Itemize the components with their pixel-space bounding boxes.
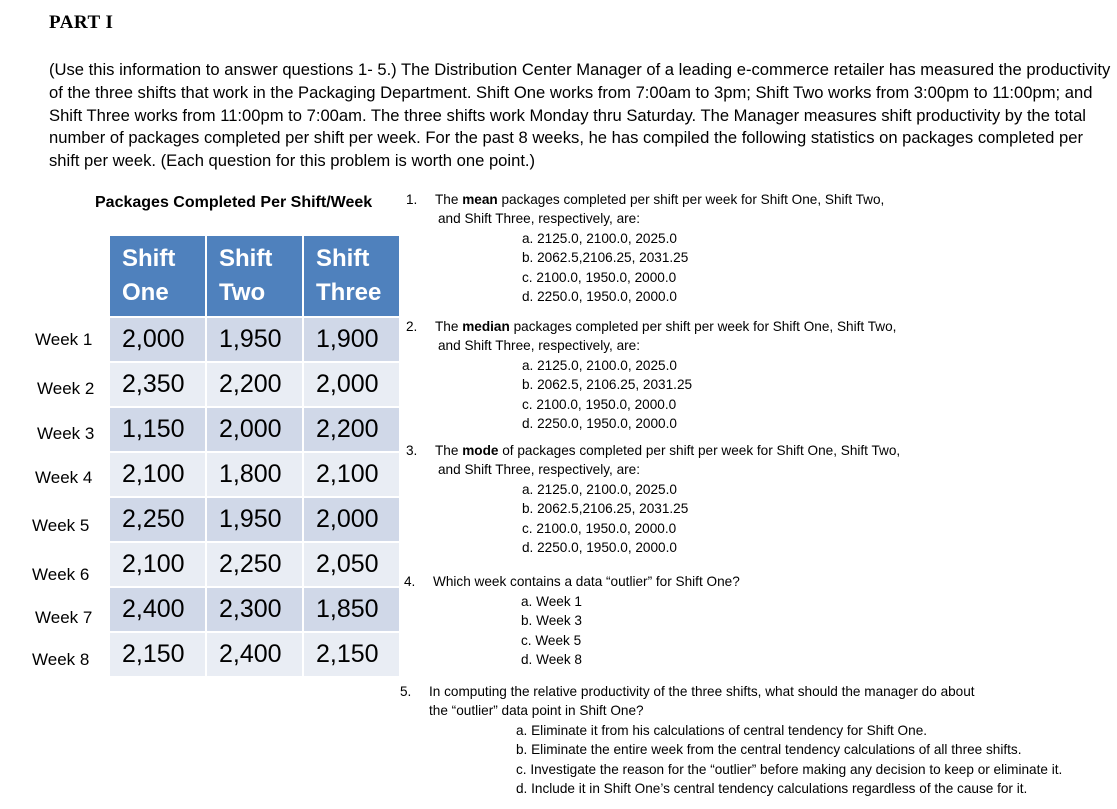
- option-b: b. Week 3: [521, 613, 582, 629]
- table-cell: 1,800: [206, 452, 303, 497]
- week-label: Week 6: [32, 565, 90, 584]
- table-cell: 2,250: [206, 542, 303, 587]
- table-row: [109, 317, 400, 362]
- option-b: b. 2062.5,2106.25, 2031.25: [522, 501, 689, 517]
- question-stem: In computing the relative productivity of the three shifts, what should the manager do about: [429, 684, 975, 699]
- question-stem: Which week contains a data “outlier” for Shift One?: [433, 574, 740, 589]
- table-cell: 2,400: [206, 632, 303, 677]
- option-d: d. 2250.0, 1950.0, 2000.0: [522, 289, 677, 305]
- option-a: a. Eliminate it from his calculations of central tendency for Shift One.: [516, 723, 928, 738]
- options-list: [521, 592, 582, 670]
- question-stem-post: packages completed per shift per week for Shift One, Shift Two,: [509, 319, 897, 334]
- question-number: 4.: [404, 574, 416, 589]
- option-b: b. 2062.5,2106.25, 2031.25: [522, 250, 689, 266]
- header-line1: Shift: [219, 245, 273, 272]
- options-list: [522, 356, 692, 434]
- table-cell: 1,150: [109, 407, 206, 452]
- table-cell: 2,050: [303, 542, 400, 587]
- table-row: [109, 587, 400, 632]
- question-number: 2.: [406, 319, 418, 334]
- option-c: c. 2100.0, 1950.0, 2000.0: [522, 396, 677, 412]
- table-row: [109, 497, 400, 542]
- table-cell: 1,850: [303, 587, 400, 632]
- header-shift-three: [303, 235, 400, 317]
- options-list: [516, 721, 1062, 799]
- header-shift-one: [109, 235, 206, 317]
- question-stem: [435, 190, 884, 209]
- question-stem-line2: and Shift Three, respectively, are:: [438, 462, 640, 477]
- table-cell: 2,000: [303, 497, 400, 542]
- part-heading: PART I: [49, 12, 114, 33]
- table-cell: 2,100: [109, 452, 206, 497]
- table-row: [109, 362, 400, 407]
- table-row: [109, 542, 400, 587]
- header-line1: Shift: [122, 245, 176, 272]
- table-cell: 2,300: [206, 587, 303, 632]
- option-d: d. 2250.0, 1950.0, 2000.0: [522, 540, 677, 556]
- options-list: [522, 480, 688, 558]
- table-cell: 2,000: [206, 407, 303, 452]
- table-cell: 2,150: [303, 632, 400, 677]
- table-header-row: [109, 235, 400, 317]
- table-cell: 2,200: [303, 407, 400, 452]
- question-stem-pre: The: [435, 319, 463, 334]
- table-cell: 1,950: [206, 497, 303, 542]
- table-cell: 2,100: [109, 542, 206, 587]
- table-title: Packages Completed Per Shift/Week: [95, 194, 373, 211]
- table-cell: 2,200: [206, 362, 303, 407]
- header-line2: One: [122, 279, 169, 306]
- question-stem-post: of packages completed per shift per week for Shift One, Shift Two,: [498, 443, 901, 458]
- question-stem-pre: The: [435, 192, 463, 207]
- option-a: a. 2125.0, 2100.0, 2025.0: [522, 358, 677, 373]
- option-c: c. 2100.0, 1950.0, 2000.0: [522, 520, 677, 536]
- table-row: [109, 452, 400, 497]
- question-stem-pre: The: [435, 443, 463, 458]
- option-d: d. Week 8: [521, 652, 582, 668]
- week-label: Week 2: [37, 379, 95, 398]
- question-keyword: median: [462, 319, 510, 334]
- week-label: Week 4: [35, 468, 93, 487]
- week-label: Week 1: [35, 330, 93, 349]
- header-line1: Shift: [316, 245, 370, 272]
- week-label: Week 7: [35, 608, 93, 627]
- header-shift-two: [206, 235, 303, 317]
- question-keyword: mean: [462, 192, 498, 207]
- header-line2: Three: [316, 279, 382, 306]
- intro-paragraph: (Use this information to answer questions 1- 5.) The Distribution Center Manager of a leading e-commerce retailer has measured the productivity of the three shifts that work in the Packaging Department. Shift One works from 7:00am to 3pm; Shift Two works from 3:00pm to 11:00pm; and Shift Three works from 11:00pm to 7:00am. The three shifts work Monday thru Saturday. The Manager measures shift productivity by the total number of packages completed per shift per week. For the past 8 weeks, he has compiled the following statistics on packages completed per shift per week. (Each question for this problem is worth one point.): [49, 60, 1111, 171]
- option-b: b. 2062.5, 2106.25, 2031.25: [522, 377, 693, 393]
- table-cell: 1,950: [206, 317, 303, 362]
- question-stem: [435, 441, 900, 460]
- packages-table: [108, 234, 401, 678]
- option-a: a. 2125.0, 2100.0, 2025.0: [522, 482, 677, 497]
- option-a: a. 2125.0, 2100.0, 2025.0: [522, 231, 677, 246]
- option-c: c. Week 5: [521, 632, 582, 648]
- table-cell: 2,000: [109, 317, 206, 362]
- table-row: [109, 632, 400, 677]
- question-stem-line2: and Shift Three, respectively, are:: [438, 338, 640, 353]
- question-keyword: mode: [462, 443, 499, 458]
- week-label: Week 3: [37, 424, 95, 443]
- table-cell: 2,350: [109, 362, 206, 407]
- option-c: c. Investigate the reason for the “outlier” before making any decision to keep or eliminate it.: [516, 761, 1063, 777]
- table-cell: 1,900: [303, 317, 400, 362]
- table-row: [109, 407, 400, 452]
- question-stem: [435, 317, 896, 336]
- question-number: 5.: [400, 684, 412, 699]
- question-stem-line2: the “outlier” data point in Shift One?: [429, 703, 644, 718]
- table-cell: 2,250: [109, 497, 206, 542]
- options-list: [522, 229, 688, 307]
- table-cell: 2,150: [109, 632, 206, 677]
- option-c: c. 2100.0, 1950.0, 2000.0: [522, 269, 677, 285]
- table-cell: 2,400: [109, 587, 206, 632]
- header-line2: Two: [219, 279, 266, 306]
- question-stem-line2: and Shift Three, respectively, are:: [438, 211, 640, 226]
- question-stem-post: packages completed per shift per week for Shift One, Shift Two,: [497, 192, 885, 207]
- question-number: 3.: [406, 443, 418, 458]
- option-d: d. Include it in Shift One’s central tendency calculations regardless of the cause for it.: [516, 781, 1028, 797]
- table-cell: 2,100: [303, 452, 400, 497]
- table-cell: 2,000: [303, 362, 400, 407]
- option-a: a. Week 1: [521, 594, 582, 609]
- week-label: Week 5: [32, 516, 90, 535]
- question-number: 1.: [406, 192, 418, 207]
- option-b: b. Eliminate the entire week from the central tendency calculations of all three shifts.: [516, 742, 1022, 758]
- week-label: Week 8: [32, 650, 90, 669]
- option-d: d. 2250.0, 1950.0, 2000.0: [522, 416, 677, 432]
